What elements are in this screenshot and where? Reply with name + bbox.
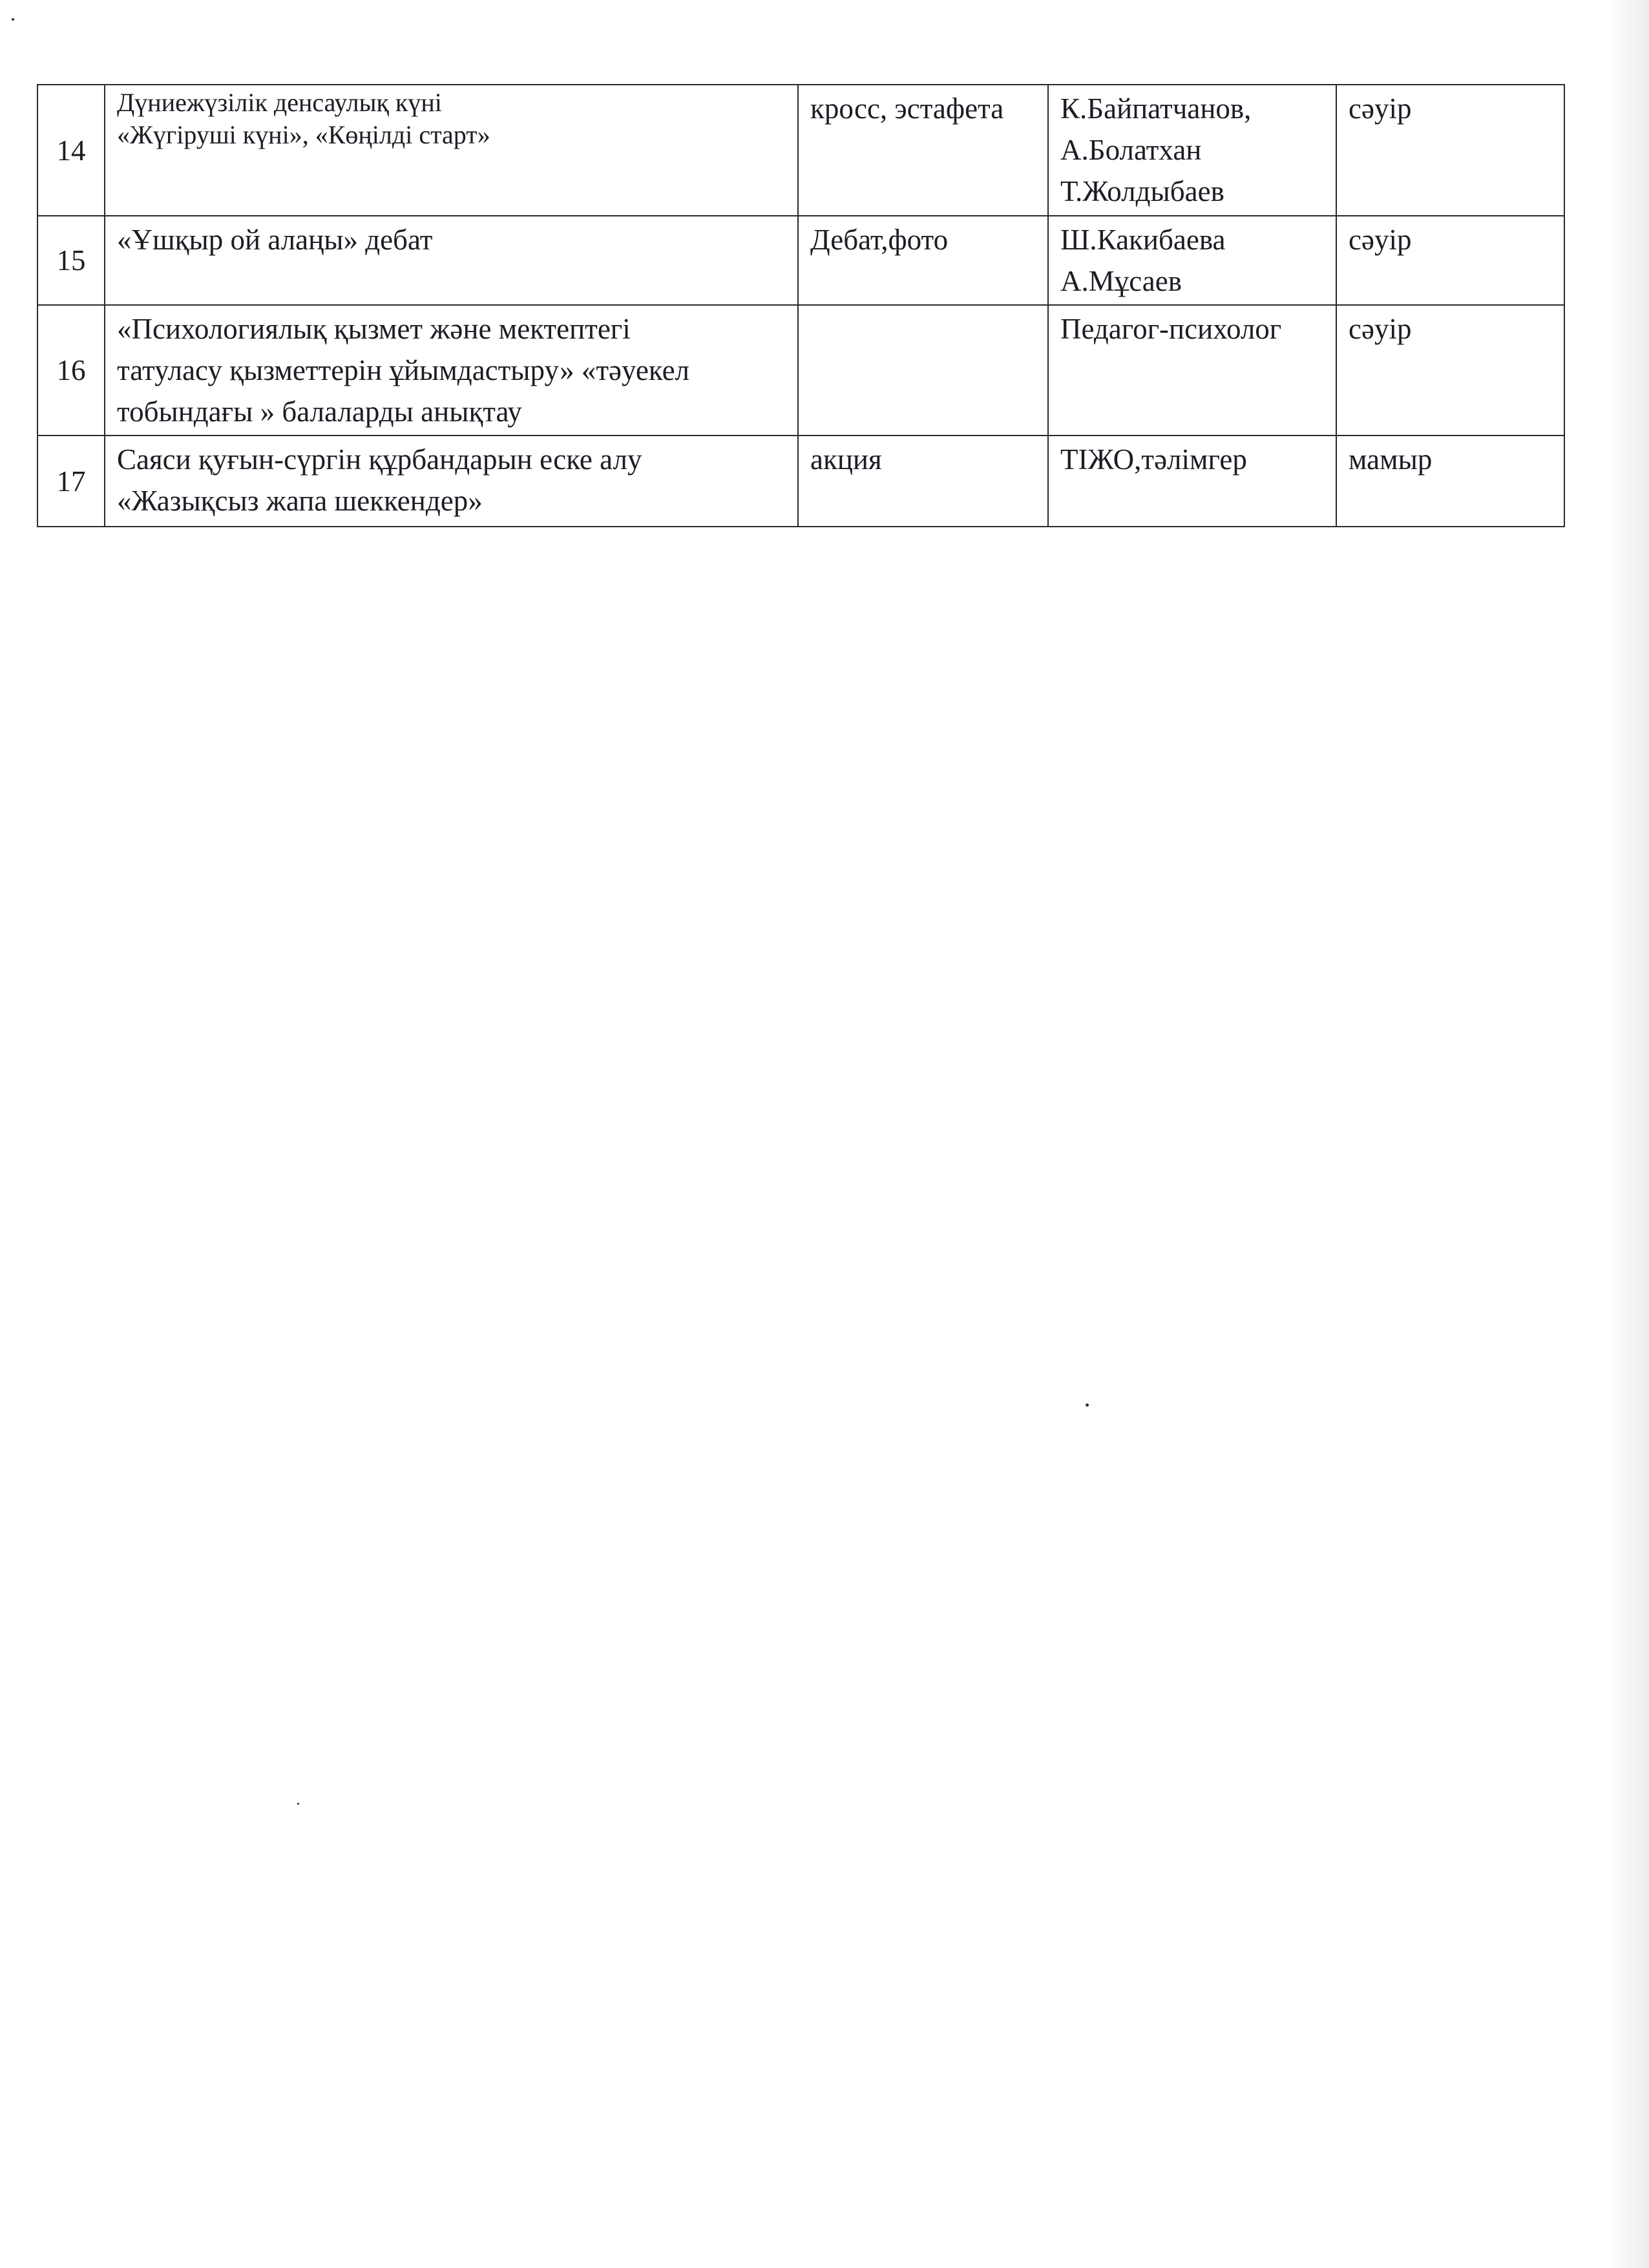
scan-speck	[12, 18, 14, 21]
responsible-cell	[1048, 85, 1336, 216]
event-title-line: татуласу қызметтерін ұйымдастыру» «тәуекел	[117, 354, 690, 386]
row-number: 17	[37, 436, 105, 527]
event-title-cell	[105, 216, 798, 305]
event-title-line: «Психологиялық қызмет және мектептегі	[117, 313, 631, 345]
responsible-line: А.Мұсаев	[1060, 265, 1182, 297]
event-title-cell	[105, 436, 798, 527]
event-plan-table	[37, 84, 1565, 527]
responsible-line: К.Байпатчанов,	[1060, 92, 1252, 125]
row-number: 16	[37, 305, 105, 436]
scan-edge-shadow	[1610, 0, 1649, 2268]
responsible-cell	[1048, 436, 1336, 527]
event-title-line: Дүниежүзілік денсаулық күні	[117, 88, 442, 117]
row-number: 15	[37, 216, 105, 305]
responsible-line: Ш.Какибаева	[1060, 224, 1226, 256]
event-title-cell	[105, 85, 798, 216]
table-row	[37, 216, 1564, 305]
table-row	[37, 305, 1564, 436]
scan-speck	[297, 1803, 299, 1805]
row-number: 14	[37, 85, 105, 216]
date-cell: сәуір	[1336, 216, 1564, 305]
event-title-line: «Ұшқыр ой алаңы» дебат	[117, 224, 433, 256]
event-form-cell: акция	[798, 436, 1048, 527]
scan-speck	[1086, 1403, 1089, 1407]
event-title-line: «Жазықсыз жапа шеккендер»	[117, 485, 483, 517]
responsible-cell	[1048, 216, 1336, 305]
event-form-cell: Дебат,фото	[798, 216, 1048, 305]
responsible-line: Т.Жолдыбаев	[1060, 175, 1224, 207]
event-title-line: Саяси қуғын-сүргін құрбандарын еске алу	[117, 443, 642, 476]
responsible-line: А.Болатхан	[1060, 134, 1202, 166]
table-row	[37, 85, 1564, 216]
date-cell: сәуір	[1336, 305, 1564, 436]
event-form-cell	[798, 305, 1048, 436]
responsible-cell	[1048, 305, 1336, 436]
event-title-line: «Жүгіруші күні», «Көңілді старт»	[117, 120, 490, 149]
responsible-line: ТІЖО,тәлімгер	[1060, 443, 1247, 476]
table-row	[37, 436, 1564, 527]
responsible-line: Педагог-психолог	[1060, 313, 1282, 345]
event-form-cell: кросс, эстафета	[798, 85, 1048, 216]
date-cell: мамыр	[1336, 436, 1564, 527]
event-title-cell	[105, 305, 798, 436]
date-cell: сәуір	[1336, 85, 1564, 216]
event-title-line: тобындағы » балаларды анықтау	[117, 395, 522, 428]
